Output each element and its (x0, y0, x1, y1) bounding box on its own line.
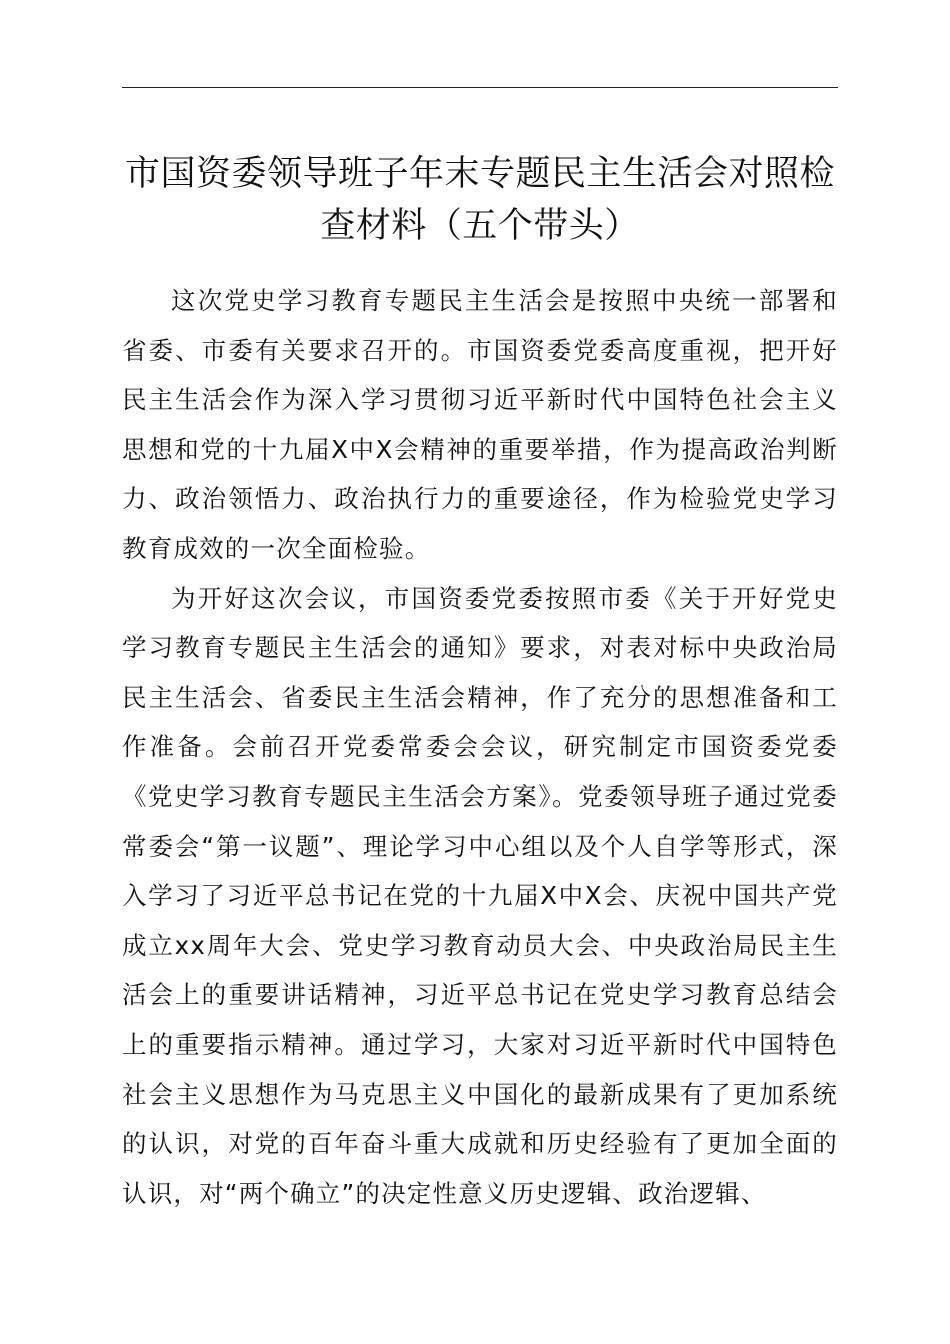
paragraph-1: 这次党史学习教育专题民主生活会是按照中央统一部署和省委、市委有关要求召开的。市国资委党委高度重视，把开好民主生活会作为深入学习贯彻习近平新时代中国特色社会主义思想和党的十九届X中X会精神的重要举措，作为提高政治判断力、政治领悟力、政治执行力的重要途径，作为检验党史学习教育成效的一次全面检验。 (122, 286, 838, 563)
document-body (122, 276, 838, 1218)
document-title: 市国资委领导班子年末专题民主生活会对照检查材料（五个带头） (124, 154, 835, 246)
header-rule (122, 87, 838, 88)
paragraph-2: 为开好这次会议，市国资委党委按照市委《关于开好党史学习教育专题民主生活会的通知》要求，对表对标中央政治局民主生活会、省委民主生活会精神，作了充分的思想准备和工作准备。会前召开党委常委会会议，研究制定市国资委党委《党史学习教育专题民主生活会方案》。党委领导班子通过党委常委会“第一议题”、理论学习中心组以及个人自学等形式，深入学习了习近平总书记在党的十九届X中X会、庆祝中国共产党成立xx周年大会、党史学习教育动员大会、中央政治局民主生活会上的重要讲话精神，习近平总书记在党史学习教育总结会上的重要指示精神。通过学习，大家对习近平新时代中国特色社会主义思想作为马克思主义中国化的最新成果有了更加系统的认识，对党的百年奋斗重大成就和历史经验有了更加全面的认识，对“两个确立”的决定性意义历史逻辑、政治逻辑、 (122, 583, 838, 1208)
